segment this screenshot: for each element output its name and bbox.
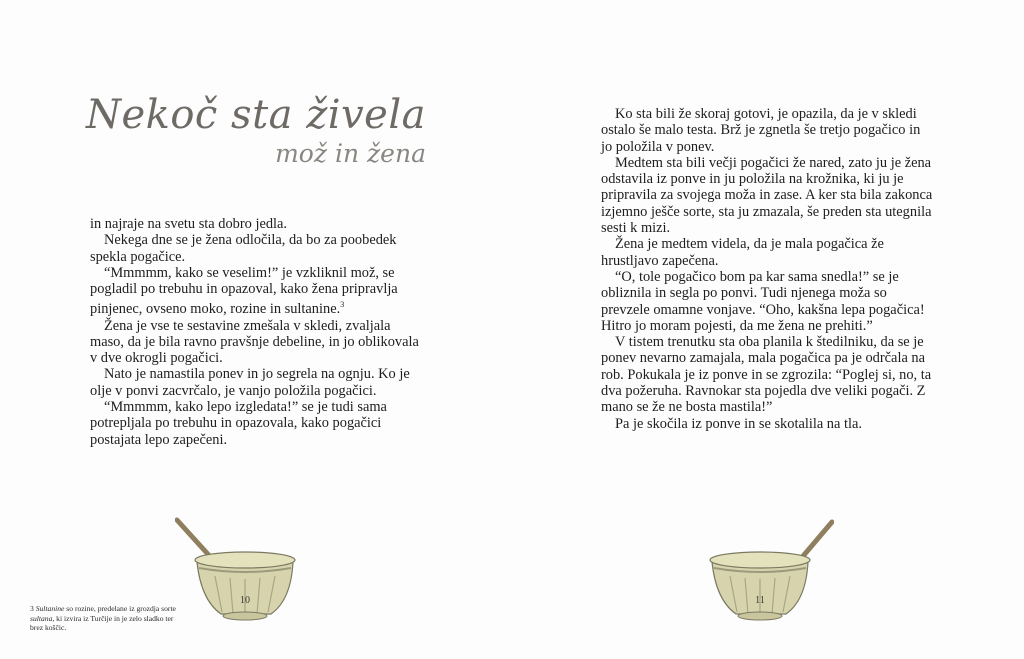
paragraph: in najraje na svetu sta dobro jedla. — [90, 216, 288, 232]
left-body-text — [90, 216, 426, 448]
paragraph: Nato je namastila ponev in jo segrela na ognju. Ko je olje v ponvi zacvrčalo, je vanjo položila pogačici. — [90, 366, 410, 399]
mixing-bowl-illustration — [704, 516, 834, 626]
footnote-marker[interactable]: 3 — [340, 300, 345, 310]
title-line-2: mož in žena — [275, 139, 426, 168]
paragraph: Medtem sta bili večji pogačici že nared, zato ju je žena odstavila iz ponve in ju položila na krožnika, ki ju je pripravila za svojega moža in zase. A ker sta bila zakonca izjemno ješče sorte, sta ju zmazala, še preden sta utegnila sesti k mizi. — [601, 154, 933, 237]
page-number: 11 — [755, 595, 765, 606]
mixing-bowl-illustration — [175, 516, 305, 626]
story-title — [86, 92, 426, 170]
paragraph: “O, tole pogačico bom pa kar sama snedla!” se je obliznila in segla po ponvi. Tudi njenega moža so prevzele omamne vonjave. “Oho, kakšna lepa pogačica! Hitro jo moram pojesti, da me žena ne prehiti.” — [601, 268, 925, 334]
paragraph — [90, 265, 426, 318]
page-number: 10 — [240, 595, 250, 606]
paragraph: Pa je skočila iz ponve in se skotalila na tla. — [615, 415, 862, 432]
footnote — [30, 604, 180, 633]
paragraph: V tistem trenutku sta oba planila k štedilniku, da se je ponev nevarno zamajala, mala pogačica pa je odrčala na rob. Pokukala je iz ponve in se zgrozila: “Poglej si, no, ta dva požeruha. Ravnokar sta pojedla dve veliki pogači. Z mano se že ne bosta mastila!” — [601, 334, 932, 416]
mixing-bowl-icon — [175, 516, 305, 626]
mixing-bowl-icon — [704, 516, 834, 626]
paragraph: Ko sta bili že skoraj gotovi, je opazila, da je v skledi ostalo še malo testa. Brž je zgnetla še tretjo pogačico in jo položila v ponev. — [601, 106, 921, 155]
title-line-1: Nekoč sta živela — [85, 92, 426, 138]
footnote-text: , ki izvira iz Turčije in je zelo sladko ter brez koščic. — [30, 613, 174, 632]
paragraph-text: “Mmmmm, kako se veselim!” je vzkliknil mož, se pogladil po trebuhu in opazoval, kako žena pripravlja pinjenec, ovseno moko, rozine in sultanine. — [90, 264, 398, 318]
right-page — [512, 0, 1024, 659]
paragraph: Žena je vse te sestavine zmešala v skledi, zvaljala maso, da je bila ravno pravšnje debeline, in jo oblikovala v dve okrogli pogačici. — [90, 317, 419, 367]
paragraph: Žena je medtem videla, da je mala pogačica že hrustljavo zapečena. — [601, 236, 884, 269]
footnote-text: so rozine, predelane iz grozdja sorte — [64, 604, 176, 613]
right-body-text — [601, 106, 934, 432]
footnote-term: sultana — [30, 613, 53, 623]
footnote-number: 3 — [30, 604, 34, 613]
footnote-term: Sultanine — [35, 604, 65, 613]
paragraph: Nekega dne se je žena odločila, da bo za poobedek spekla pogačice. — [90, 232, 397, 265]
paragraph: “Mmmmm, kako lepo izgledata!” se je tudi sama potrepljala po trebuhu in opazovala, kako pogačici postajata lepo zapečeni. — [90, 399, 387, 448]
